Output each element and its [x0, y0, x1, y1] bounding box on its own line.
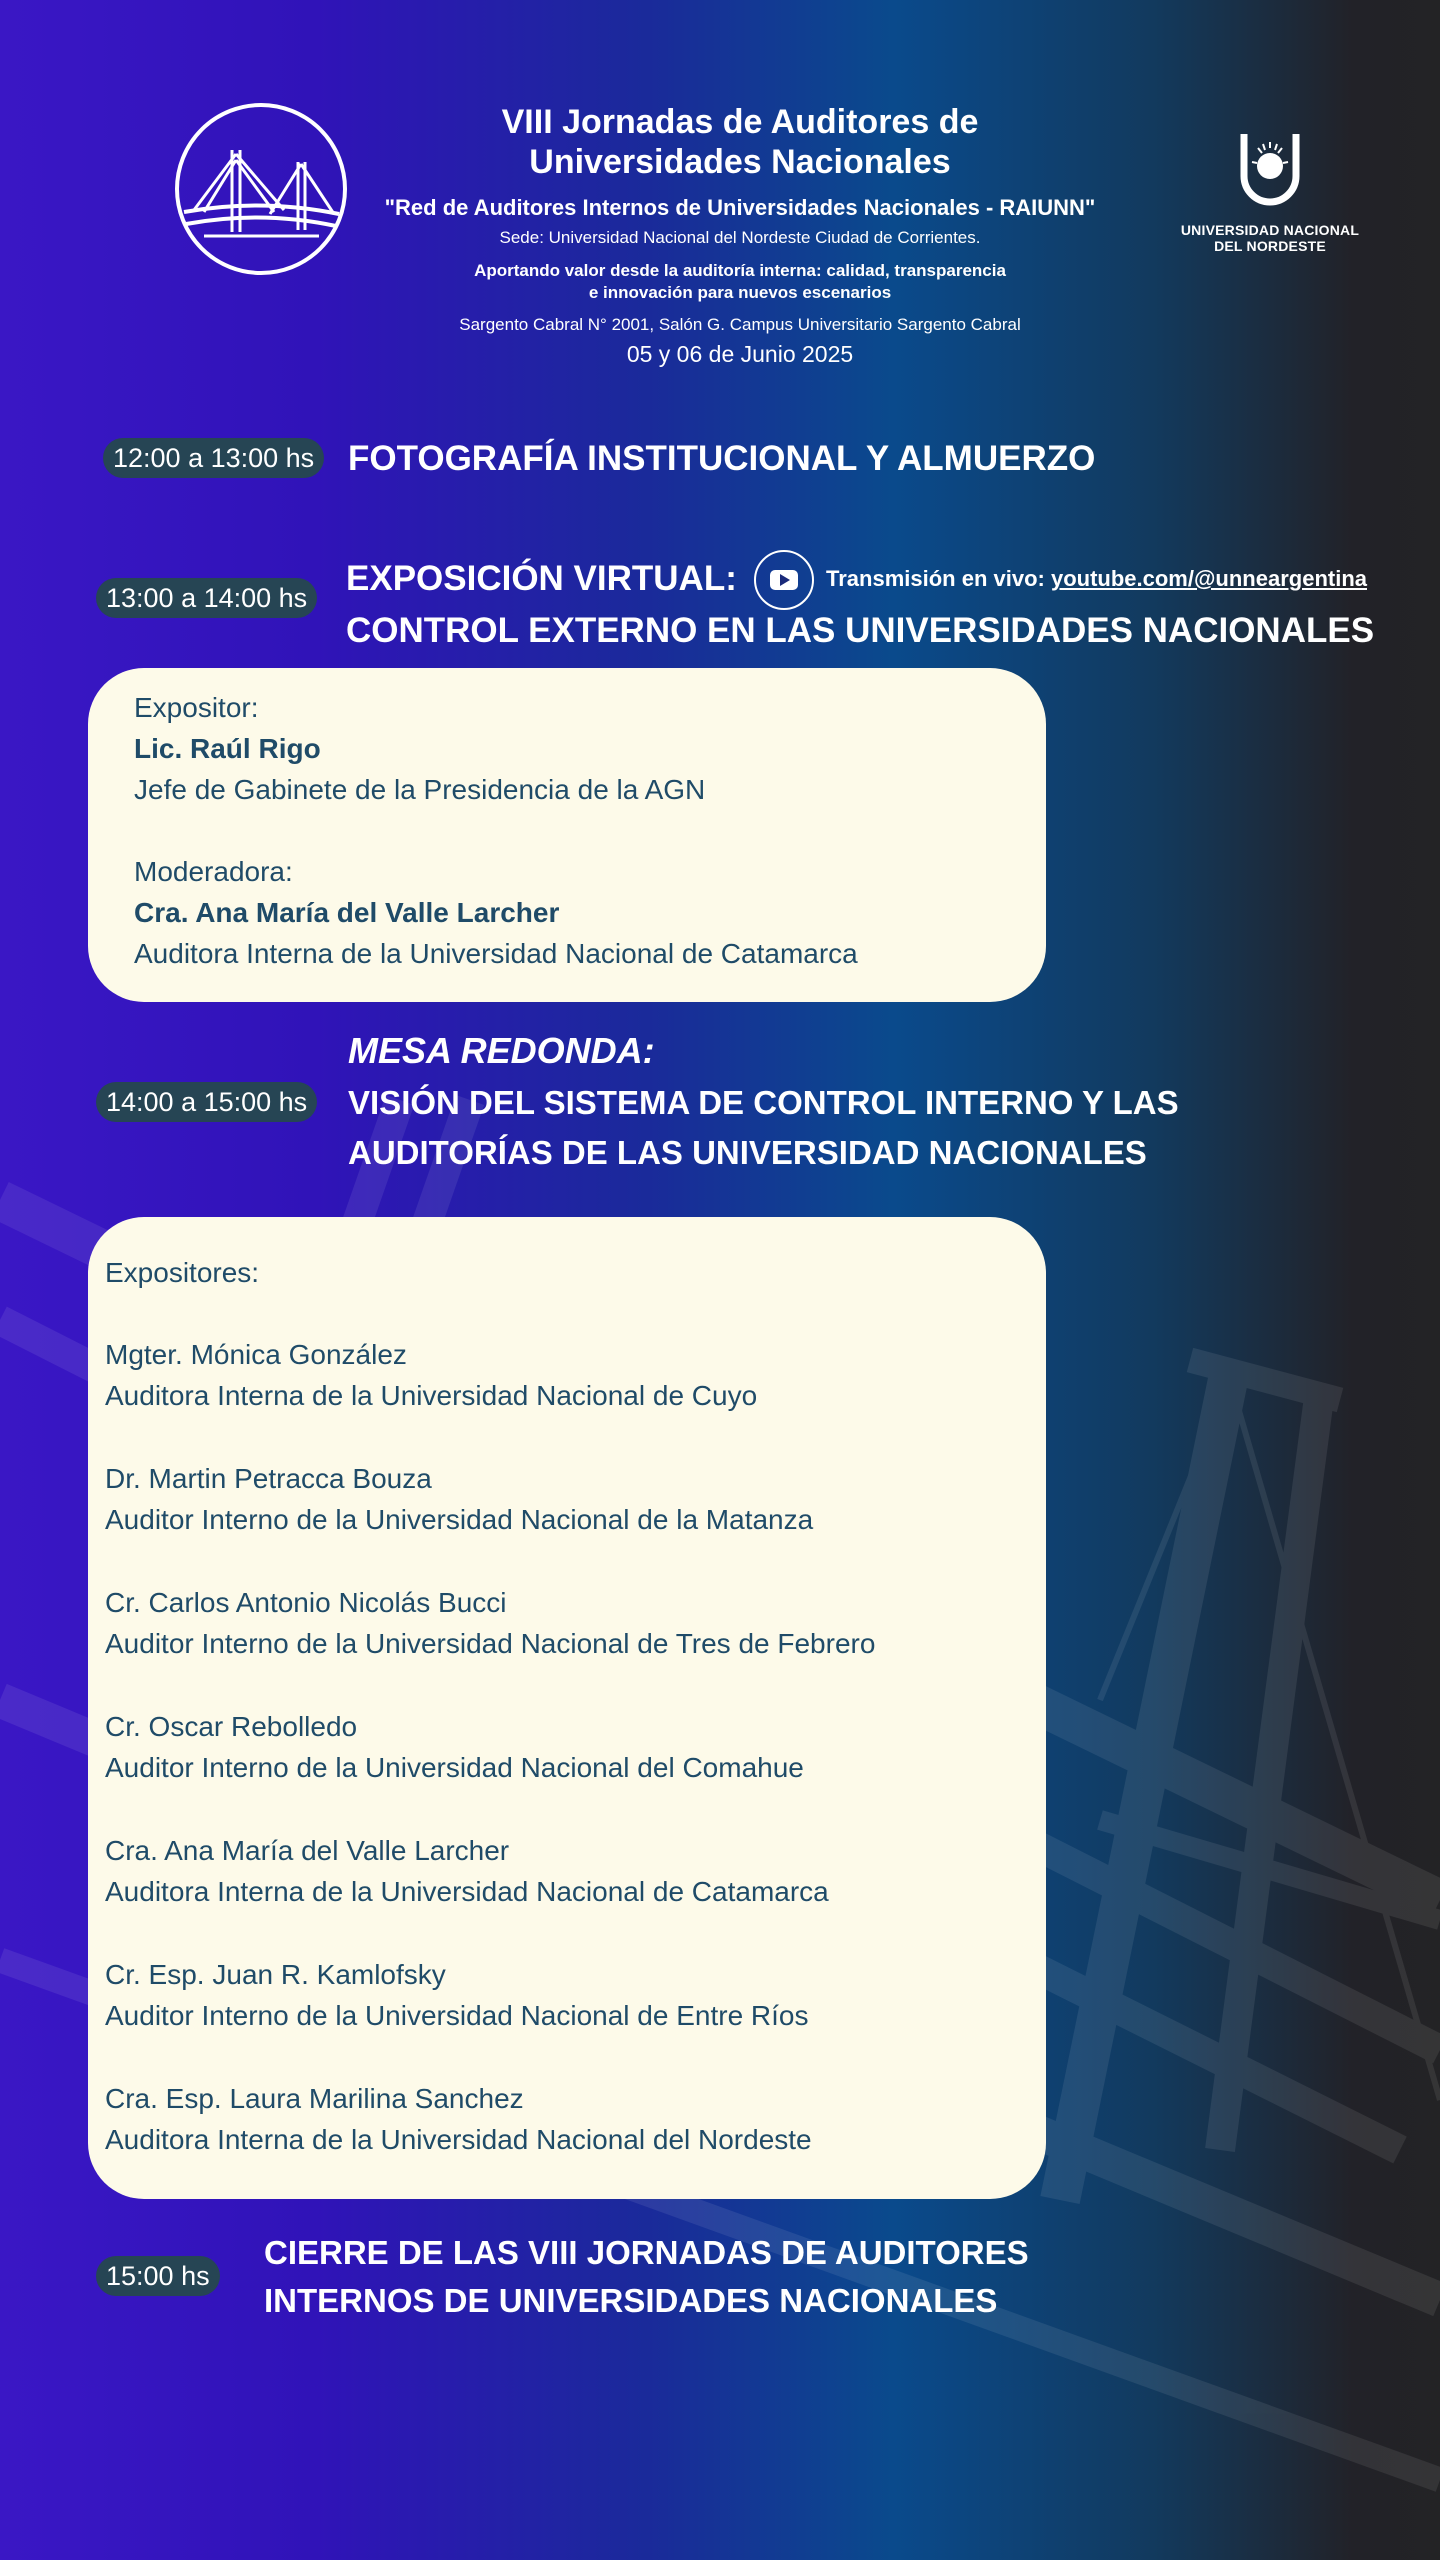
speaker-role: Auditora Interna de la Universidad Nacional de Cuyo: [105, 1380, 758, 1411]
expositor-role: Jefe de Gabinete de la Presidencia de la AGN: [134, 774, 706, 805]
speaker-name: Cra. Ana María del Valle Larcher: [105, 1835, 510, 1866]
speaker-name: Cr. Esp. Juan R. Kamlofsky: [105, 1959, 446, 1990]
unne-logo: [1170, 132, 1370, 262]
live-stream-info: [826, 566, 1367, 592]
expositores-label: Expositores:: [105, 1257, 260, 1288]
speaker-name: Cra. Esp. Laura Marilina Sanchez: [105, 2083, 524, 2114]
session3-title-line1: VISIÓN DEL SISTEMA DE CONTROL INTERNO Y LAS: [348, 1084, 1179, 1121]
youtube-link[interactable]: youtube.com/@unneargentina: [1050, 566, 1367, 591]
event-title: [440, 102, 1040, 182]
expositor-name: Lic. Raúl Rigo: [134, 733, 321, 764]
speaker-role: Auditor Interno de la Universidad Nacional de la Matanza: [105, 1504, 814, 1535]
session2-title-line2: CONTROL EXTERNO EN LAS UNIVERSIDADES NACIONALES: [346, 611, 1375, 650]
session2-title-line1: EXPOSICIÓN VIRTUAL:: [346, 559, 737, 598]
speaker-role: Auditor Interno de la Universidad Nacional del Comahue: [105, 1752, 804, 1783]
speaker-name: Cr. Carlos Antonio Nicolás Bucci: [105, 1587, 507, 1618]
speaker-role: Auditora Interna de la Universidad Nacional del Nordeste: [105, 2124, 812, 2155]
moderadora-role: Auditora Interna de la Universidad Nacional de Catamarca: [134, 938, 858, 969]
event-address: Sargento Cabral N° 2001, Salón G. Campus Universitario Sargento Cabral: [459, 315, 1021, 334]
event-title-line2: Universidades Nacionales: [529, 143, 951, 181]
session4-title-line2: INTERNOS DE UNIVERSIDADES NACIONALES: [264, 2282, 998, 2319]
youtube-icon[interactable]: [754, 550, 814, 610]
unne-name-line1: UNIVERSIDAD NACIONAL: [1180, 222, 1360, 238]
event-venue: Sede: Universidad Nacional del Nordeste Ciudad de Corrientes.: [499, 228, 981, 247]
time-badge-session2: 13:00 a 14:00 hs: [96, 578, 317, 618]
event-tagline: [420, 260, 1060, 304]
speaker-name: Cr. Oscar Rebolledo: [105, 1711, 358, 1742]
session4-title-line1: CIERRE DE LAS VIII JORNADAS DE AUDITORES: [264, 2234, 1029, 2271]
moderadora-name: Cra. Ana María del Valle Larcher: [134, 897, 560, 928]
unne-name: [1170, 222, 1370, 254]
session3-title-line2: AUDITORÍAS DE LAS UNIVERSIDAD NACIONALES: [348, 1134, 1147, 1171]
expositor-label: Expositor:: [134, 692, 259, 723]
speaker-role: Auditor Interno de la Universidad Nacional de Tres de Febrero: [105, 1628, 876, 1659]
event-tagline-line1: Aportando valor desde la auditoría interna: calidad, transparencia: [474, 261, 1006, 280]
time-badge-session1: 12:00 a 13:00 hs: [103, 438, 324, 478]
session1-title: FOTOGRAFÍA INSTITUCIONAL Y ALMUERZO: [348, 439, 1096, 478]
event-title-line1: VIII Jornadas de Auditores de: [501, 103, 979, 141]
speaker-role: Auditor Interno de la Universidad Nacional de Entre Ríos: [105, 2000, 809, 2031]
speaker-name: Mgter. Mónica González: [105, 1339, 407, 1370]
session2-speakers-card: [88, 668, 1046, 1002]
session3-speakers-card: [88, 1217, 1046, 2199]
event-subtitle: "Red de Auditores Internos de Universidades Nacionales - RAIUNN": [384, 195, 1096, 220]
bridge-logo-icon: [174, 102, 348, 276]
speaker-role: Auditora Interna de la Universidad Nacional de Catamarca: [105, 1876, 829, 1907]
unne-emblem-icon: [1238, 132, 1302, 212]
unne-name-line2: DEL NORDESTE: [1214, 238, 1326, 254]
mesa-redonda-label: MESA REDONDA:: [348, 1030, 655, 1071]
time-badge-session4: 15:00 hs: [96, 2256, 220, 2296]
event-dates: 05 y 06 de Junio 2025: [626, 341, 854, 367]
time-badge-session3: 14:00 a 15:00 hs: [96, 1082, 317, 1122]
speaker-name: Dr. Martin Petracca Bouza: [105, 1463, 432, 1494]
live-stream-label: Transmisión en vivo:: [826, 566, 1051, 591]
moderadora-label: Moderadora:: [134, 856, 293, 887]
event-tagline-line2: e innovación para nuevos escenarios: [588, 283, 892, 302]
